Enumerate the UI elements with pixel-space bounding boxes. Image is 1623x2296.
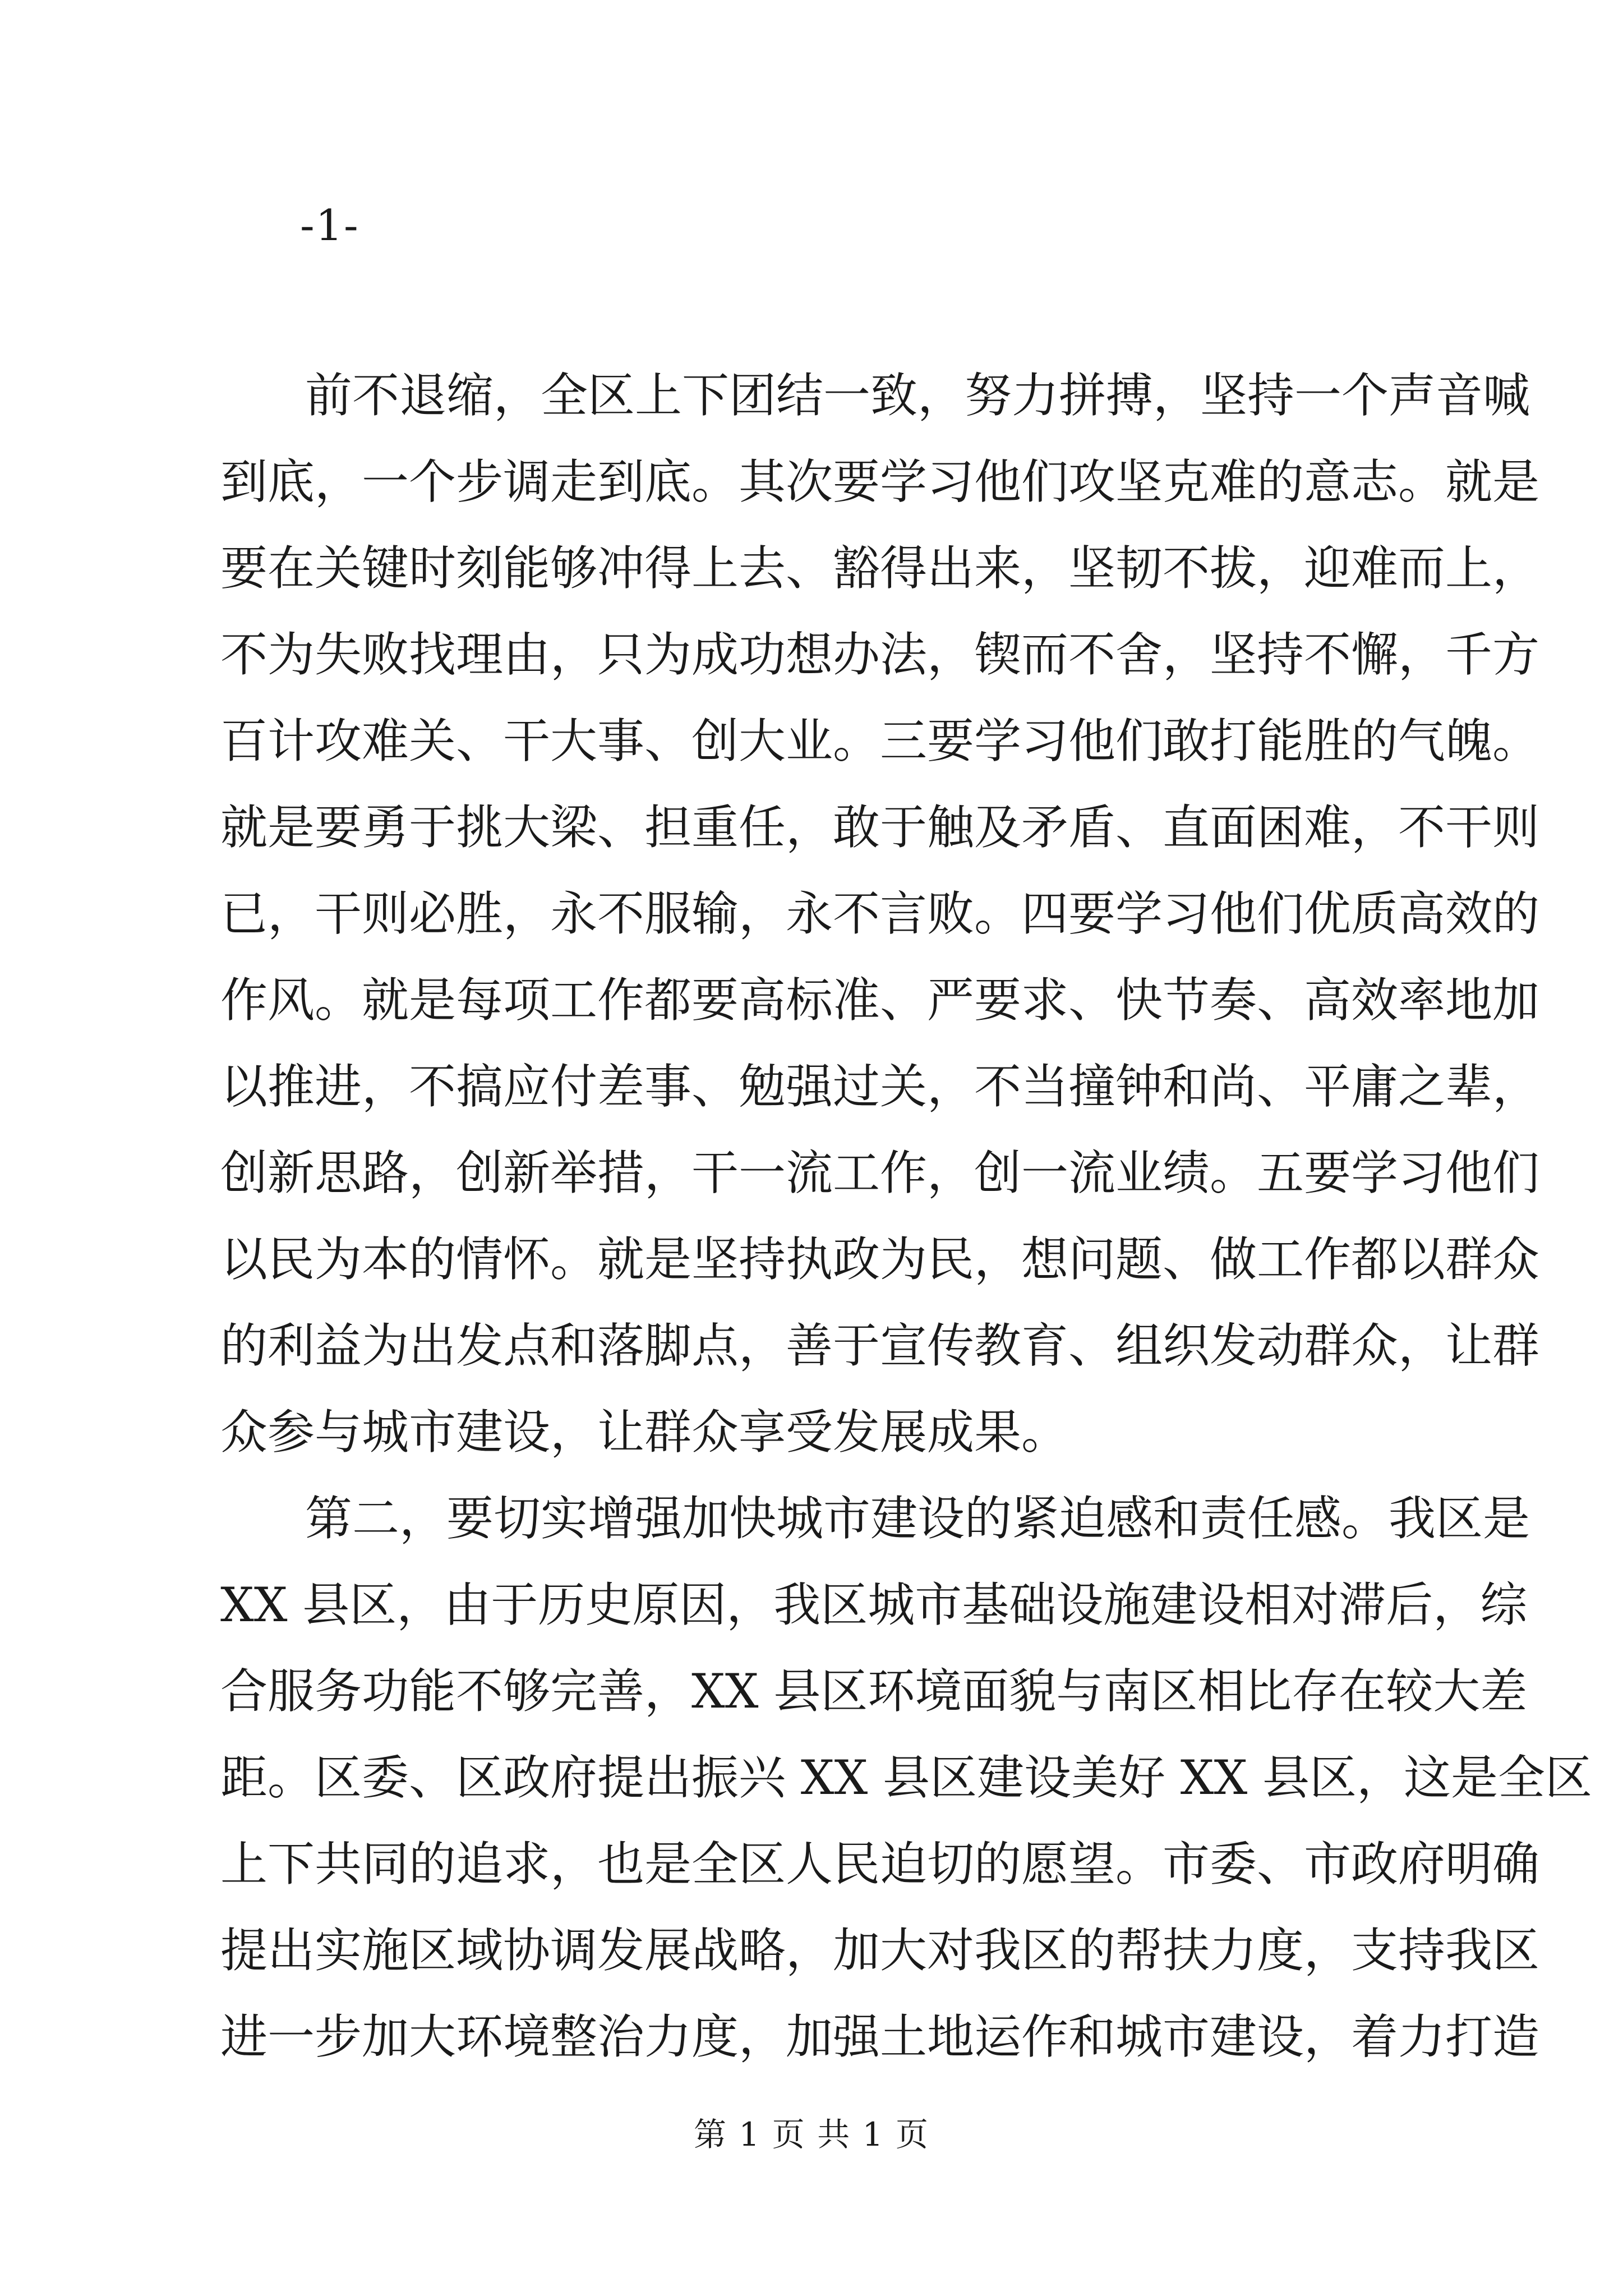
paragraph-1-line: 众参与城市建设，让群众享受发展成果。 [220, 1405, 1069, 1460]
paragraph-1-line: 创新思路，创新举措，干一流工作，创一流业绩。五要学习他们 [220, 1145, 1540, 1200]
paragraph-1-line: 作风。就是每项工作都要高标准、严要求、快节奏、高效率地加 [220, 973, 1540, 1028]
paragraph-2-line: 距。区委、区政府提出振兴 XX 县区建设美好 XX 县区，这是全区 [220, 1750, 1593, 1805]
paragraph-2-line: 上下共同的追求，也是全区人民迫切的愿望。市委、市政府明确 [220, 1837, 1540, 1892]
paragraph-1-line: 就是要勇于挑大梁、担重任，敢于触及矛盾、直面困难，不干则 [220, 800, 1540, 855]
paragraph-1-line: 前不退缩，全区上下团结一致，努力拼搏，坚持一个声音喊 [305, 368, 1530, 423]
paragraph-2-line: 合服务功能不够完善，XX 县区环境面貌与南区相比存在较大差 [220, 1664, 1528, 1719]
page-marker: -1- [300, 200, 359, 250]
paragraph-1-line: 以推进，不搞应付差事、勉强过关，不当撞钟和尚、平庸之辈， [220, 1059, 1540, 1114]
paragraph-1-line: 要在关键时刻能够冲得上去、豁得出来，坚韧不拔，迎难而上， [220, 541, 1540, 596]
paragraph-1-line: 的利益为出发点和落脚点，善于宣传教育、组织发动群众，让群 [220, 1318, 1540, 1373]
paragraph-1-line: 百计攻难关、干大事、创大业。三要学习他们敢打能胜的气魄。 [220, 714, 1540, 769]
page-footer: 第 1 页 共 1 页 [694, 2115, 929, 2154]
paragraph-1-line: 以民为本的情怀。就是坚持执政为民，想问题、做工作都以群众 [220, 1232, 1540, 1287]
paragraph-1-line: 已，干则必胜，永不服输，永不言败。四要学习他们优质高效的 [220, 886, 1540, 941]
paragraph-2-line: 进一步加大环境整治力度，加强土地运作和城市建设，着力打造 [220, 2009, 1540, 2064]
paragraph-1-line: 到底，一个步调走到底。其次要学习他们攻坚克难的意志。就是 [220, 454, 1540, 509]
paragraph-2-line: XX 县区，由于历史原因，我区城市基础设施建设相对滞后，综 [220, 1577, 1528, 1632]
paragraph-2-line: 提出实施区域协调发展战略，加大对我区的帮扶力度，支持我区 [220, 1923, 1540, 1978]
paragraph-1-line: 不为失败找理由，只为成功想办法，锲而不舍，坚持不懈，千方 [220, 627, 1540, 682]
paragraph-2-line: 第二，要切实增强加快城市建设的紧迫感和责任感。我区是 [305, 1491, 1530, 1546]
